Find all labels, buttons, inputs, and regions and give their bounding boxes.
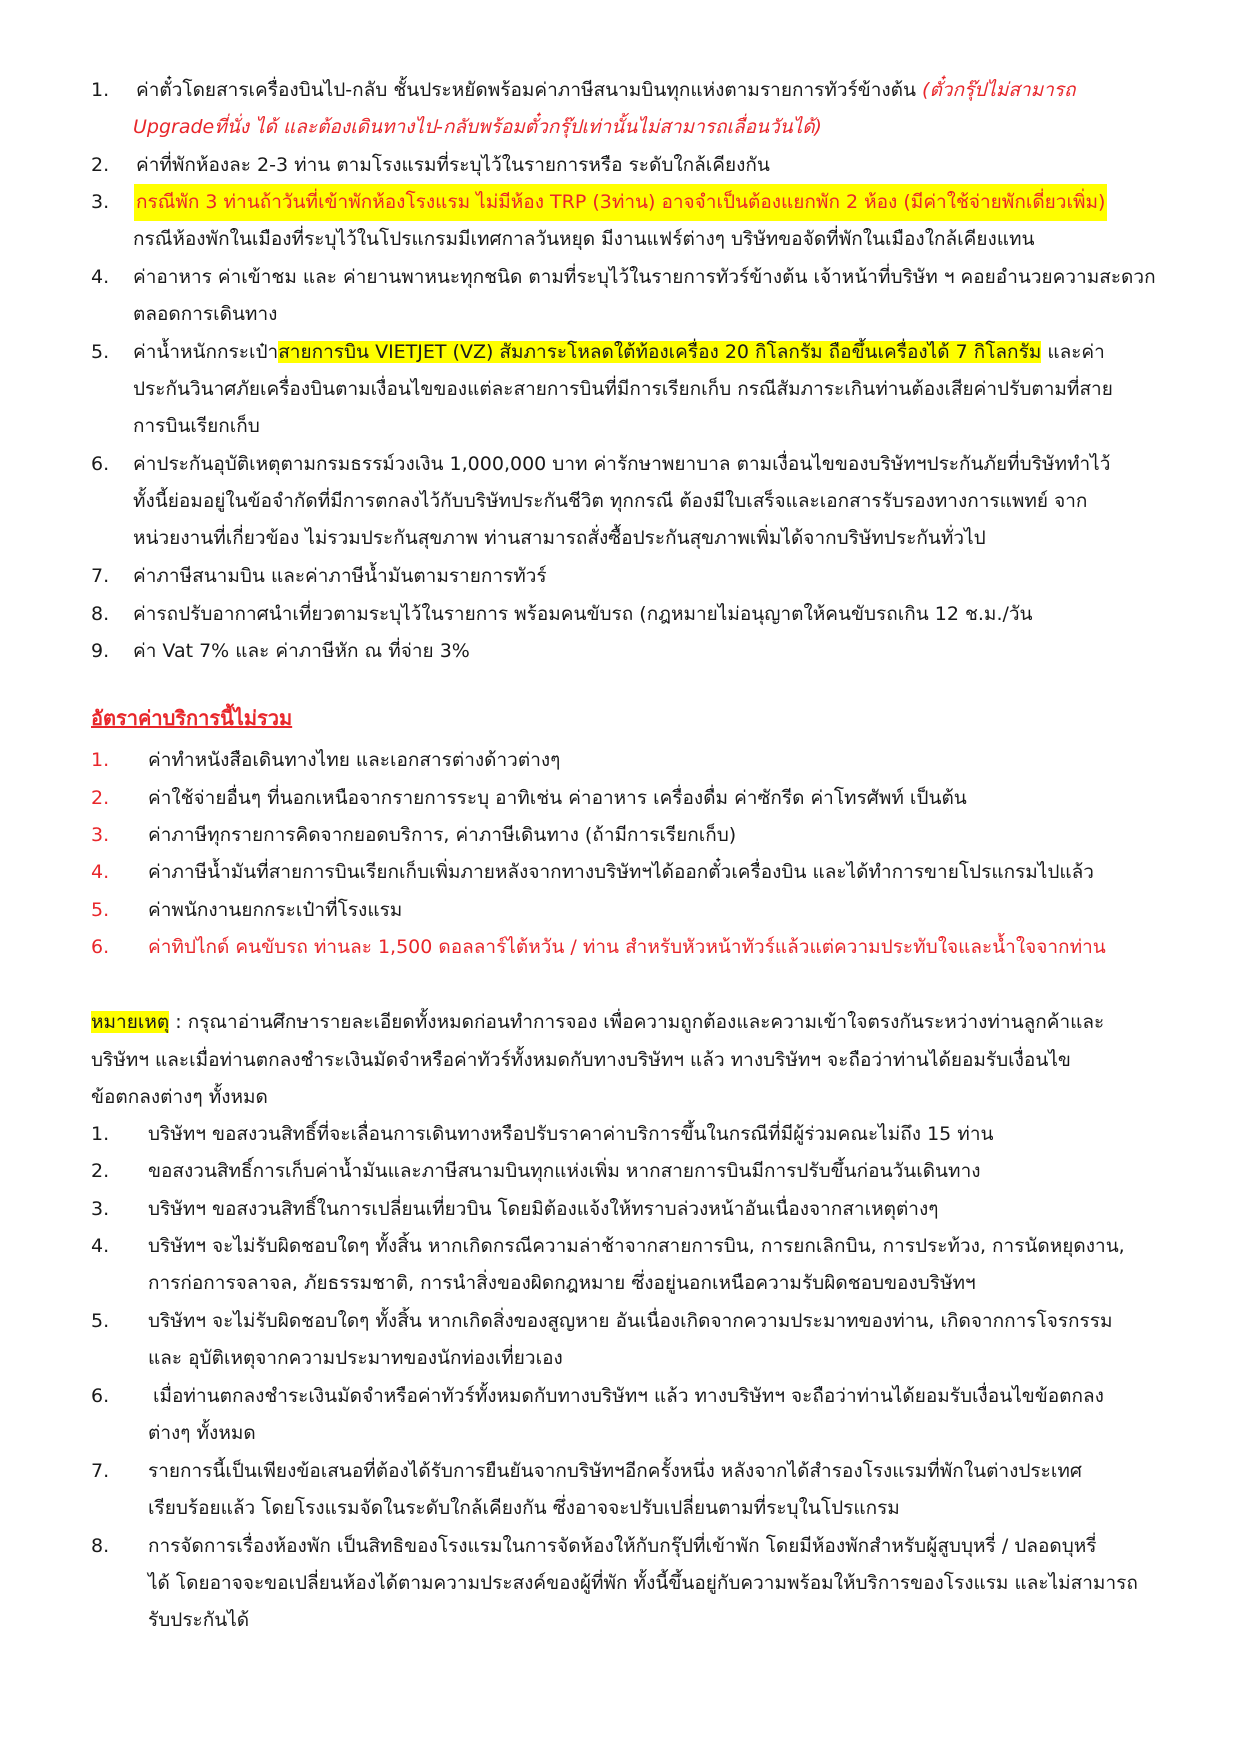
- item-text: ค่าใช้จ่ายอื่นๆ ที่นอกเหนือจากรายการระบุ อาทิเช่น ค่าอาหาร เครื่องดื่ม ค่าซักรีด ค่าโทรศัพท์ เป็นต้น: [148, 787, 967, 809]
- item-number: 6.: [91, 1385, 110, 1407]
- item-text: ค่าภาษีทุกรายการคิดจากยอดบริการ, ค่าภาษีเดินทาง (ถ้ามีการเรียกเก็บ): [148, 824, 737, 846]
- item-text: ค่าภาษีน้ำมันที่สายการบินเรียกเก็บเพิ่มภายหลังจากทางบริษัทฯได้ออกตั๋วเครื่องบิน และได้ทำการขายโปรแกรมไปแล้ว: [148, 861, 1094, 883]
- item-text: ค่าทำหนังสือเดินทางไทย และเอกสารต่างด้าวต่างๆ: [148, 749, 561, 771]
- item-text-continued: ตลอดการเดินทาง: [133, 303, 278, 325]
- item-text-continued: หน่วยงานที่เกี่ยวข้อง ไม่รวมประกันสุขภาพ ท่านสามารถสั่งซื้อประกันสุขภาพเพิ่มได้จากบริษัทประกันทั่วไป: [133, 527, 986, 549]
- excluded-heading: อัตราค่าบริการนี้ไม่รวม: [91, 706, 293, 730]
- item-number: 5.: [91, 899, 110, 921]
- item-text: ค่าตั๋วโดยสารเครื่องบินไป-กลับ ชั้นประหยัดพร้อมค่าภาษีสนามบินทุกแห่งตามรายการทัวร์ข้างต้น (ตั๋วกรุ๊ปไม่สามารถ: [136, 79, 1076, 101]
- notes-label: หมายเหตุ: [91, 1011, 170, 1033]
- item-text: กรณีห้องพักในเมืองที่ระบุไว้ในโปรแกรมมีเทศกาลวันหยุด มีงานแฟร์ต่างๆ บริษัทขอจัดที่พักในเมืองใกล้เคียงแทน: [133, 228, 1035, 250]
- item-text: ค่ารถปรับอากาศนำเที่ยวตามระบุไว้ในรายการ พร้อมคนขับรถ (กฎหมายไม่อนุญาตให้คนขับรถเกิน 12 ช.ม./วัน: [133, 603, 1033, 625]
- item-text: ค่าพนักงานยกกระเป๋าที่โรงแรม: [148, 899, 403, 921]
- tip-note: ค่าทิปไกด์ คนขับรถ ท่านละ 1,500 ดอลลาร์ไต้หวัน / ท่าน สำหรับหัวหน้าทัวร์แล้วแต่ความประทับใจและน้ำใจจากท่าน: [148, 936, 1106, 958]
- item-number: 2.: [91, 787, 110, 809]
- item-text: ค่าประกันอุบัติเหตุตามกรมธรรม์วงเงิน 1,000,000 บาท ค่ารักษาพยาบาล ตามเงื่อนไขของบริษัทฯประกันภัยที่บริษัททำไว้: [133, 453, 1111, 475]
- item-number: 8.: [91, 603, 110, 625]
- item-text: บริษัทฯ จะไม่รับผิดชอบใดๆ ทั้งสิ้น หากเกิดสิ่งของสูญหาย อันเนื่องเกิดจากความประมาทของท่าน, เกิดจากการโจรกรรม: [148, 1310, 1113, 1332]
- notes-intro-continued: บริษัทฯ และเมื่อท่านตกลงชำระเงินมัดจำหรือค่าทัวร์ทั้งหมดกับทางบริษัทฯ แล้ว ทางบริษัทฯ จะถือว่าท่านได้ยอมรับเงื่อนไข: [91, 1049, 1071, 1071]
- item-number: 8.: [91, 1535, 110, 1557]
- item-text: รายการนี้เป็นเพียงข้อเสนอที่ต้องได้รับการยืนยันจากบริษัทฯอีกครั้งหนึ่ง หลังจากได้สำรองโรงแรมที่พักในต่างประเทศ: [148, 1460, 1082, 1482]
- item-text: ค่า Vat 7% และ ค่าภาษีหัก ณ ที่จ่าย 3%: [133, 640, 470, 662]
- item-number: 4.: [91, 1235, 110, 1257]
- item-text-continued: เรียบร้อยแล้ว โดยโรงแรมจัดในระดับใกล้เคียงกัน ซึ่งอาจจะปรับเปลี่ยนตามที่ระบุในโปรแกรม: [148, 1497, 900, 1519]
- item-text: ค่าที่พักห้องละ 2-3 ท่าน ตามโรงแรมที่ระบุไว้ในรายการหรือ ระดับใกล้เคียงกัน: [136, 154, 770, 176]
- item-number: 3.: [91, 824, 110, 846]
- item-text-continued: และ อุบัติเหตุจากความประมาทของนักท่องเที่ยวเอง: [148, 1347, 563, 1369]
- item-number: 5.: [91, 341, 110, 363]
- notes-intro-continued: ข้อตกลงต่างๆ ทั้งหมด: [91, 1086, 268, 1108]
- item-text-continued: การบินเรียกเก็บ: [133, 415, 260, 437]
- item-text: บริษัทฯ ขอสงวนสิทธิ์ที่จะเลื่อนการเดินทางหรือปรับราคาค่าบริการขึ้นในกรณีที่มีผู้ร่วมคณะไม่ถึง 15 ท่าน: [148, 1123, 994, 1145]
- item-text-continued: การก่อการจลาจล, ภัยธรรมชาติ, การนำสิ่งของผิดกฎหมาย ซึ่งอยู่นอกเหนือความรับผิดชอบของบริษัทฯ: [148, 1272, 976, 1294]
- item-number: 2.: [91, 1160, 110, 1182]
- item-number: 1.: [91, 79, 110, 101]
- item-text: ค่าภาษีสนามบิน และค่าภาษีน้ำมันตามรายการทัวร์: [133, 565, 547, 587]
- item-text: บริษัทฯ จะไม่รับผิดชอบใดๆ ทั้งสิ้น หากเกิดกรณีความล่าช้าจากสายการบิน, การยกเลิกบิน, การประท้วง, การนัดหยุดงาน,: [148, 1235, 1125, 1257]
- item-number: 6.: [91, 936, 110, 958]
- item-text: ขอสงวนสิทธิ์การเก็บค่าน้ำมันและภาษีสนามบินทุกแห่งเพิ่ม หากสายการบินมีการปรับขึ้นก่อนวันเดินทาง: [148, 1160, 981, 1182]
- item-number: 9.: [91, 640, 110, 662]
- red-note: (ตั๋วกรุ๊ปไม่สามารถ: [922, 79, 1076, 101]
- item-text: ค่าน้ำหนักกระเป๋าสายการบิน VIETJET (VZ) สัมภาระโหลดใต้ท้องเครื่อง 20 กิโลกรัม ถือขึ้นเครื่องได้ 7 กิโลกรัม และค่า: [133, 341, 1105, 363]
- item-number: 7.: [91, 1460, 110, 1482]
- item-text-continued: ต่างๆ ทั้งหมด: [148, 1422, 256, 1444]
- item-number: 1.: [91, 749, 110, 771]
- item-text: บริษัทฯ ขอสงวนสิทธิ์ในการเปลี่ยนเที่ยวบิน โดยมิต้องแจ้งให้ทราบล่วงหน้าอันเนื่องจากสาเหตุต่างๆ: [148, 1198, 939, 1220]
- red-note-continued: Upgradeที่นั่ง ได้ และต้องเดินทางไป-กลับพร้อมตั๋วกรุ๊ปเท่านั้นไม่สามารถเลื่อนวันได้): [133, 116, 822, 138]
- item-text: การจัดการเรื่องห้องพัก เป็นสิทธิของโรงแรมในการจัดห้องให้กับกรุ๊ปที่เข้าพัก โดยมีห้องพักสำหรับผู้สูบบุหรี่ / ปลอดบุหรี่: [148, 1535, 1097, 1557]
- item-text-continued: ประกันวินาศภัยเครื่องบินตามเงื่อนไขของแต่ละสายการบินที่มีการเรียกเก็บ กรณีสัมภาระเกินท่านต้องเสียค่าปรับตามที่สาย: [133, 378, 1113, 400]
- item-text-continued: รับประกันได้: [148, 1609, 250, 1631]
- notes-intro: หมายเหตุ : กรุณาอ่านศึกษารายละเอียดทั้งหมดก่อนทำการจอง เพื่อความถูกต้องและความเข้าใจตรงกันระหว่างท่านลูกค้าและ: [91, 1011, 1105, 1033]
- item-number: 7.: [91, 565, 110, 587]
- item-number: 6.: [91, 453, 110, 475]
- item-text: เมื่อท่านตกลงชำระเงินมัดจำหรือค่าทัวร์ทั้งหมดกับทางบริษัทฯ แล้ว ทางบริษัทฯ จะถือว่าท่านได้ยอมรับเงื่อนไขข้อตกลง: [153, 1385, 1104, 1407]
- item-number: 4.: [91, 861, 110, 883]
- highlighted-note: กรณีพัก 3 ท่านถ้าวันที่เข้าพักห้องโรงแรม ไม่มีห้อง TRP (3ท่าน) อาจจำเป็นต้องแยกพัก 2 ห้อง (มีค่าใช้จ่ายพักเดี่ยวเพิ่ม): [134, 184, 1107, 221]
- item-number: 4.: [91, 266, 110, 288]
- item-text-continued: ทั้งนี้ย่อมอยู่ในข้อจำกัดที่มีการตกลงไว้กับบริษัทประกันชีวิต ทุกกรณี ต้องมีใบเสร็จและเอกสารรับรองทางการแพทย์ จาก: [133, 490, 1088, 512]
- baggage-highlight: สายการบิน VIETJET (VZ) สัมภาระโหลดใต้ท้องเครื่อง 20 กิโลกรัม ถือขึ้นเครื่องได้ 7 กิโลกรัม: [278, 341, 1042, 363]
- item-number: 5.: [91, 1310, 110, 1332]
- item-number: 1.: [91, 1123, 110, 1145]
- item-number: 3.: [91, 1198, 110, 1220]
- item-text-continued: ได้ โดยอาจจะขอเปลี่ยนห้องได้ตามความประสงค์ของผู้ที่พัก ทั้งนี้ขึ้นอยู่กับความพร้อมให้บริการของโรงแรม และไม่สามารถ: [148, 1572, 1138, 1594]
- item-number: 3.: [91, 191, 110, 213]
- item-number: 2.: [91, 154, 110, 176]
- item-text: ค่าอาหาร ค่าเข้าชม และ ค่ายานพาหนะทุกชนิด ตามที่ระบุไว้ในรายการทัวร์ข้างต้น เจ้าหน้าที่บริษัท ฯ คอยอำนวยความสะดวก: [133, 266, 1156, 288]
